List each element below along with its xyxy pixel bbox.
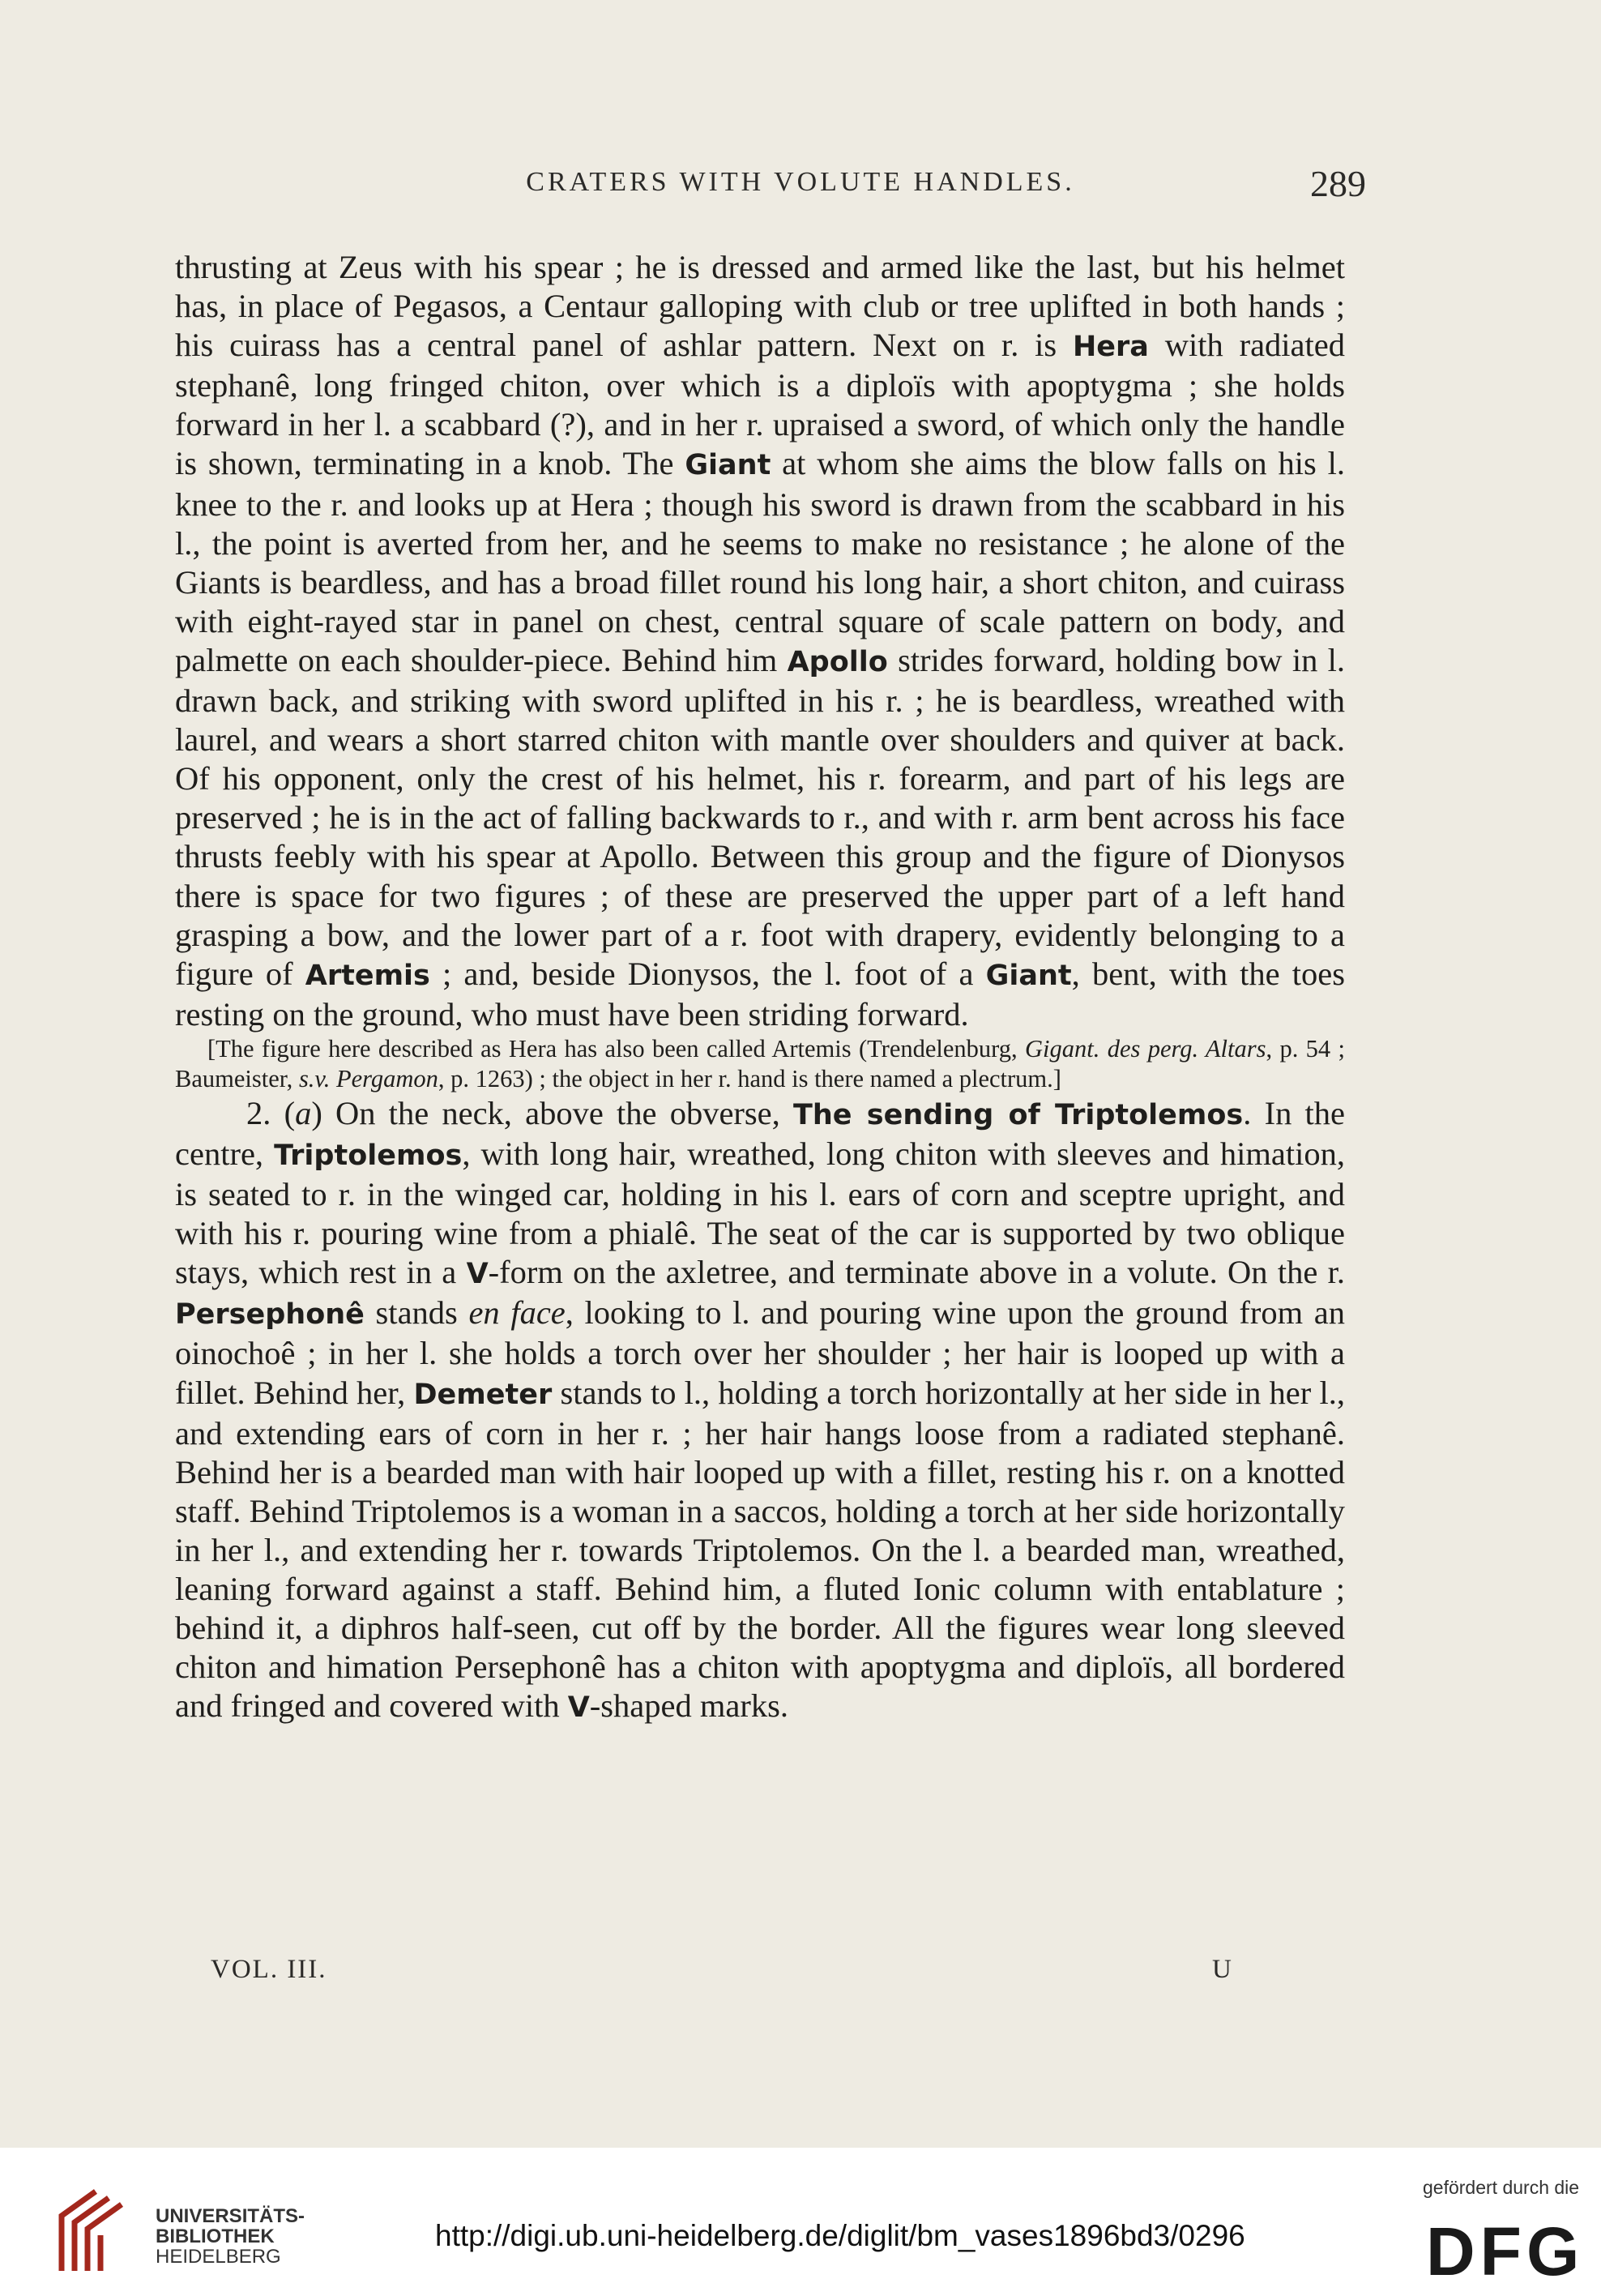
text-run: ) On the neck, above the obverse,: [311, 1094, 793, 1131]
text-run: , bent, with the toes resting on the ground, who must have been striding forward.: [175, 955, 1345, 1033]
page-header: [0, 162, 1601, 211]
paragraph-triptolemos: [175, 1094, 1345, 1728]
bracketed-note: [175, 1034, 1345, 1094]
figure-name-giant: Giant: [685, 449, 771, 482]
text-run: . In the centre,: [175, 1094, 1345, 1172]
permalink[interactable]: http://digi.ub.uni-heidelberg.de/diglit/bm_vases1896bd3/0296: [435, 2219, 1245, 2252]
citation-title: s.v. Pergamon: [298, 1064, 438, 1092]
scene-title: The sending of Triptolemos: [792, 1098, 1244, 1131]
text-run: 2. (: [246, 1094, 296, 1131]
text-run: -shaped marks.: [589, 1687, 788, 1725]
library-name-line: BIBLIOTHEK: [156, 2225, 275, 2247]
running-head: CRATERS WITH VOLUTE HANDLES.: [526, 167, 1075, 197]
university-library-logo-icon: [47, 2183, 143, 2279]
digitization-banner: [0, 2148, 1601, 2296]
signature-mark: U: [1212, 1955, 1232, 1984]
library-name-line: HEIDELBERG: [156, 2246, 281, 2268]
funding-caption: gefördert durch die: [1423, 2177, 1580, 2198]
figure-name-demeter: Demeter: [413, 1378, 553, 1411]
text-run: , p. 54 ; Baumeister,: [175, 1034, 1345, 1092]
text-run: a: [295, 1094, 312, 1131]
library-name-line: UNIVERSITÄTS-: [156, 2205, 305, 2227]
figure-name-triptolemos: Triptolemos: [274, 1139, 463, 1172]
body-text: [175, 248, 1345, 1727]
dfg-logo: DFG: [1426, 2213, 1585, 2290]
citation-title: Gigant. des perg. Altars: [1025, 1034, 1266, 1062]
text-run: en face: [468, 1294, 566, 1332]
letter-v: V: [567, 1691, 590, 1725]
text-run: , p. 1263) ; the object in her r. hand is there named a plectrum.]: [438, 1064, 1061, 1092]
letter-v: V: [466, 1258, 489, 1291]
volume-label: VOL. III.: [211, 1955, 327, 1984]
figure-name-giant: Giant: [985, 959, 1072, 992]
text-run: , with long hair, wreathed, long chiton with sleeves and himation, is seated to r. in the winged car, holding in his l. ears of corn and sceptre upright, and with his r. pouring wine from a phialê. The seat of the car is supported by two oblique stays, which rest in a: [175, 1135, 1345, 1291]
text-run: -form on the axletree, and terminate above in a volute. On the r.: [488, 1254, 1345, 1291]
text-run: stands: [364, 1294, 469, 1332]
text-run: stands to l., holding a torch horizontally at her side in her l., and extending ears of corn in her r. ; her hair hangs loose from a radiated stephanê. Behind her is a bearded man with hair looped up with a fillet, resting his r. on a knotted staff. Behind Triptolemos is a woman in a saccos, holding a torch at her side horizontally in her l., and extending her r. towards Triptolemos. On the l. a bearded man, wreathed, leaning forward against a staff. Behind him, a fluted Ionic column with entablature ; behind it, a diphros half-seen, cut off by the border. All the figures wear long sleeved chiton and himation Persephonê has a chiton with apoptygma and diploïs, all bordered and fringed and covered with: [175, 1374, 1345, 1725]
text-run: ; and, beside Dionysos, the l. foot of a: [429, 955, 986, 992]
text-run: thrusting at Zeus with his spear ; he is dressed and armed like the last, but his helmet has, in place of Pegasos, a Centaur galloping with club or tree uplifted in both hands ; his cuirass has a central panel of ashlar pattern. Next on r. is: [175, 249, 1345, 364]
paragraph-gigantomachy: [175, 248, 1345, 1034]
figure-name-persephone: Persephonê: [175, 1298, 365, 1332]
university-library-name: [156, 2206, 305, 2267]
figure-name-artemis: Artemis: [305, 959, 430, 992]
text-run: [The figure here described as Hera has also been called Artemis (Trendelenburg,: [207, 1034, 1026, 1062]
text-run: , looking to l. and pouring wine upon the ground from an oinochoê ; in her l. she holds a torch over her shoulder ; her hair is looped up with a fillet. Behind her,: [175, 1294, 1345, 1411]
text-run: at whom she aims the blow falls on his l. knee to the r. and looks up at Hera ; though his sword is drawn from the scabbard in his l., the point is averted from her, and he seems to make no resistance ; he alone of the Giants is beardless, and has a broad fillet round his long hair, a short chiton, and cuirass with eight-rayed star in panel on chest, central square of scale pattern on body, and palmette on each shoulder-piece. Behind him: [175, 445, 1345, 678]
text-run: strides forward, holding bow in l. drawn back, and striking with sword uplifted in his r. ; he is beardless, wreathed with laurel, and wears a short starred chiton with mantle over shoulders and quiver at back. Of his opponent, only the crest of his helmet, his r. forearm, and part of his legs are preserved ; he is in the act of falling backwards to r., and with r. arm bent across his face thrusts feebly with his spear at Apollo. Between this group and the figure of Dionysos there is space for two figures ; of these are preserved the upper part of a left hand grasping a bow, and the lower part of a r. foot with drapery, evidently belonging to a figure of: [175, 641, 1345, 992]
page-number: 289: [1310, 163, 1366, 204]
figure-name-hera: Hera: [1073, 331, 1149, 364]
text-run: with radiated stephanê, long fringed chiton, over which is a diploïs with apoptygma ; she holds forward in her l. a scabbard (?), and in her r. upraised a sword, of which only the handle is shown, terminating in a knob. The: [175, 327, 1346, 482]
figure-name-apollo: Apollo: [787, 645, 888, 678]
